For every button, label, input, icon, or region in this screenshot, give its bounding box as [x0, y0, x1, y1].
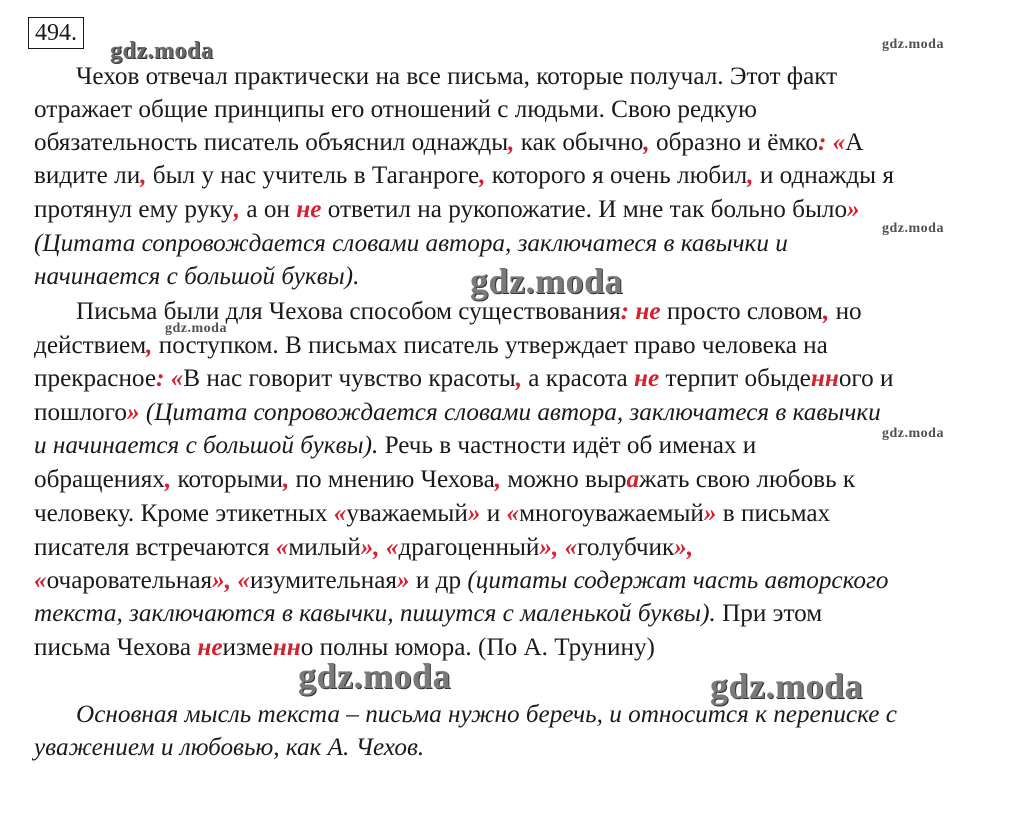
text-line — [34, 465, 855, 495]
correction-mark: , — [282, 466, 290, 493]
text-segment: по мнению Чехова — [289, 466, 495, 493]
text-line — [34, 262, 359, 292]
text-segment: милый — [288, 534, 361, 561]
text-segment: человеку. Кроме этикетных — [34, 500, 334, 527]
correction-mark: « — [506, 500, 520, 527]
text-segment: Чехов отвечал практически на все письма, которые получал. Этот факт — [76, 63, 838, 90]
text-line — [34, 364, 894, 394]
text-segment: уважаемый — [346, 500, 468, 527]
text-segment: изумительная — [249, 567, 398, 594]
text-line — [34, 161, 894, 191]
correction-mark: нн — [272, 634, 301, 661]
text-line — [34, 128, 863, 158]
text-segment: обязательность писатель объяснил однажды — [34, 129, 509, 156]
text-segment: как обычно — [514, 129, 644, 156]
correction-mark: , — [515, 365, 522, 392]
correction-mark: » — [126, 399, 140, 426]
text-segment: многоуважаемый — [519, 500, 704, 527]
text-segment: писателя встречаются — [34, 534, 276, 561]
italic-note: начинается с большой буквы). — [34, 263, 360, 290]
text-line — [34, 398, 881, 428]
correction-mark: » — [467, 500, 481, 527]
text-segment: письма Чехова — [34, 634, 198, 661]
correction-mark: не — [296, 196, 322, 223]
text-segment: ого и — [838, 365, 894, 392]
text-line — [34, 566, 888, 596]
italic-note: уважением и любовью, как А. Чехов. — [34, 734, 425, 761]
correction-mark: » — [847, 196, 860, 223]
text-line — [34, 733, 424, 763]
correction-mark: , — [494, 466, 502, 493]
italic-note: Основная мысль текста – письма нужно беречь, и относится к переписке с — [76, 701, 897, 728]
italic-note: (Цитата сопровождается словами автора, заключатеся в кавычки — [139, 399, 881, 426]
correction-mark: не — [634, 365, 660, 392]
correction-mark: , — [146, 332, 153, 359]
correction-mark: : « — [156, 365, 184, 392]
text-segment: действием — [34, 332, 147, 359]
text-segment: При этом — [715, 600, 823, 627]
watermark: gdz.moda — [298, 656, 452, 696]
text-segment: Письма были для Чехова способом существования — [76, 298, 621, 325]
text-segment: видите ли — [34, 162, 141, 189]
watermark: gdz.moda — [165, 321, 227, 336]
correction-mark: , — [140, 162, 147, 189]
correction-mark: , — [822, 298, 830, 325]
correction-mark: : не — [620, 298, 661, 325]
watermark: gdz.moda — [710, 666, 864, 706]
correction-mark: а — [626, 466, 640, 493]
correction-mark: , — [233, 196, 241, 223]
text-segment: образно и ёмко — [649, 129, 818, 156]
text-segment: протянул ему руку — [34, 196, 234, 223]
watermark: gdz.moda — [470, 261, 624, 301]
text-segment: и однажды я — [753, 162, 894, 189]
text-segment: драгоценный — [398, 534, 540, 561]
text-segment: которого я очень любил — [485, 162, 748, 189]
correction-mark: », « — [539, 534, 578, 561]
text-segment: изме — [222, 634, 273, 661]
correction-mark: « — [333, 500, 347, 527]
exercise-number: 494. — [28, 17, 84, 49]
text-segment: а он — [240, 196, 297, 223]
text-segment: а красота — [522, 365, 635, 392]
correction-mark: », — [674, 534, 694, 561]
correction-mark: », « — [212, 567, 250, 594]
correction-mark: , — [479, 162, 486, 189]
text-segment: поступком. В письмах писатель утверждает право человека на — [152, 332, 828, 359]
correction-mark: : « — [817, 129, 846, 156]
text-segment: и — [480, 500, 507, 527]
text-line — [34, 599, 822, 629]
text-line — [34, 195, 860, 225]
text-segment: о полны юмора. (По А. Трунину) — [300, 634, 655, 661]
text-line — [34, 431, 756, 461]
correction-mark: » — [703, 500, 717, 527]
text-segment: терпит обыде — [659, 365, 811, 392]
correction-mark: , — [747, 162, 754, 189]
correction-mark: нн — [810, 365, 839, 392]
text-segment: можно выр — [501, 466, 627, 493]
text-segment: жать свою любовь к — [639, 466, 856, 493]
text-segment: отражает общие принципы его отношений с людьми. Свою редкую — [34, 96, 757, 123]
correction-mark: не — [197, 634, 223, 661]
correction-mark: , — [164, 466, 172, 493]
correction-mark: « — [275, 534, 289, 561]
watermark: gdz.moda — [110, 38, 214, 64]
text-segment: обращениях — [34, 466, 165, 493]
text-segment: прекрасное — [34, 365, 157, 392]
watermark: gdz.moda — [882, 37, 944, 52]
italic-note: текста, заключаются в кавычки, пишутся с маленькой буквы). — [34, 600, 716, 627]
text-segment: Речь в частности идёт об именах и — [378, 432, 757, 459]
text-segment: ответил на рукопожатие. И мне так больно было — [321, 196, 848, 223]
correction-mark: , — [508, 129, 515, 156]
italic-note: (Цитата сопровождается словами автора, заключатеся в кавычки и — [34, 230, 788, 257]
text-line — [34, 533, 693, 563]
text-segment: очаровательная — [46, 567, 213, 594]
text-segment: В нас говорит чувство красоты — [183, 365, 516, 392]
text-line — [34, 229, 788, 259]
text-segment: просто словом — [660, 298, 823, 325]
text-line — [76, 62, 837, 92]
correction-mark: , — [643, 129, 650, 156]
text-line — [34, 331, 828, 361]
text-line — [34, 95, 757, 125]
text-segment: в письмах — [716, 500, 831, 527]
text-segment: пошлого — [34, 399, 127, 426]
italic-note: (цитаты содержат часть авторского — [467, 567, 889, 594]
text-segment: А — [845, 129, 864, 156]
watermark: gdz.moda — [882, 426, 944, 441]
correction-mark: », « — [360, 534, 399, 561]
text-segment: но — [829, 298, 862, 325]
text-segment: был у нас учитель в Таганроге — [146, 162, 480, 189]
text-segment: голубчик — [577, 534, 675, 561]
text-segment: которыми — [171, 466, 283, 493]
text-line — [34, 499, 830, 529]
correction-mark: » — [397, 567, 410, 594]
text-segment: и др — [409, 567, 468, 594]
watermark: gdz.moda — [882, 221, 944, 236]
correction-mark: « — [34, 567, 47, 594]
italic-note: и начинается с большой буквы). — [34, 432, 379, 459]
